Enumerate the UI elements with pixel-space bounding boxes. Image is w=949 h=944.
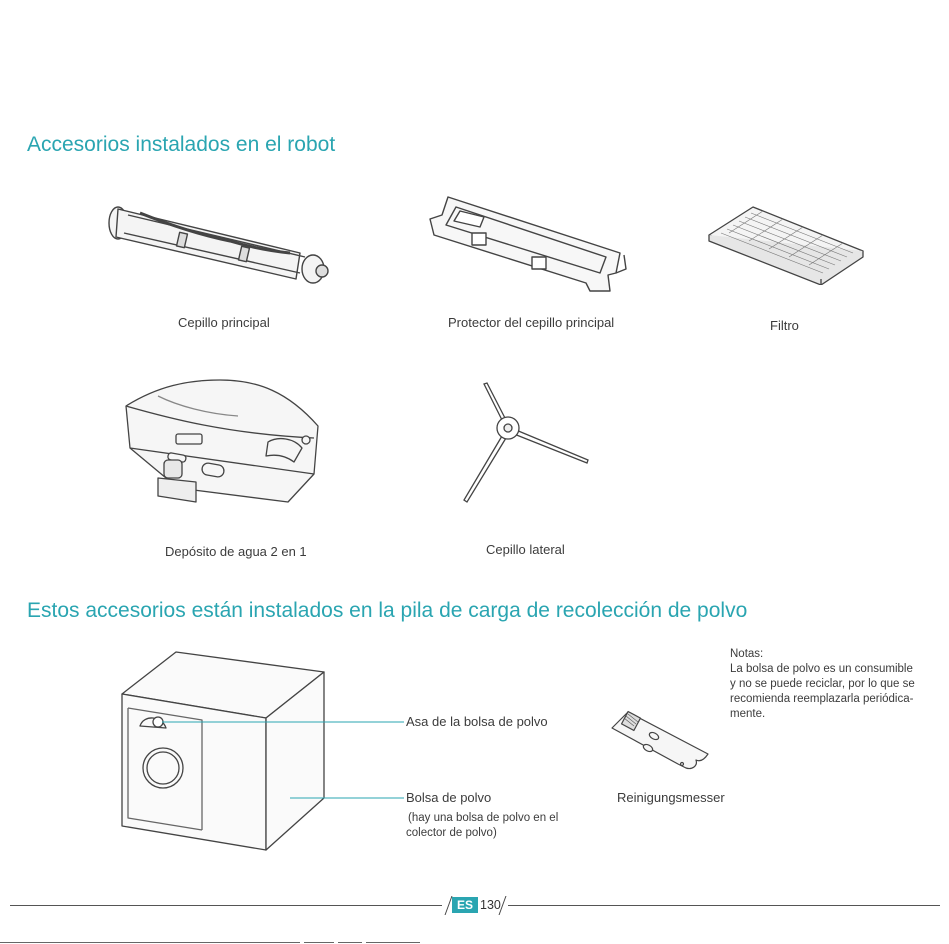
filter-icon [705, 205, 865, 285]
notes-line-2: y no se puede reciclar, por lo que se [730, 678, 915, 690]
side-brush-icon [458, 380, 593, 505]
notes-line-1: La bolsa de polvo es un consumible [730, 663, 913, 675]
language-badge: ES [452, 897, 478, 913]
section-title-robot-accessories: Accesorios instalados en el robot [27, 133, 336, 156]
notes-line-4: mente. [730, 708, 766, 720]
caption-water-tank: Depósito de agua 2 en 1 [165, 544, 307, 559]
page-number [446, 896, 506, 914]
callout-dust-bag-handle: Asa de la bolsa de polvo [406, 714, 548, 729]
callout-dust-bag: Bolsa de polvo [406, 790, 492, 805]
water-tank-icon [118, 378, 323, 513]
caption-cleaning-tool: Reinigungsmesser [617, 790, 725, 805]
notes-line-3: recomienda reemplazarla periódica- [730, 693, 914, 705]
notes-heading: Notas: [730, 648, 764, 660]
caption-brush-guard: Protector del cepillo principal [448, 315, 615, 330]
cleaning-tool-icon [608, 708, 720, 776]
main-brush-icon [100, 195, 335, 295]
brush-guard-icon [420, 195, 635, 300]
caption-main-brush: Cepillo principal [178, 315, 270, 330]
caption-side-brush: Cepillo lateral [486, 542, 565, 557]
section-title-dock-accessories: Estos accesorios están instalados en la pila de carga de recolección de polvo [27, 599, 748, 622]
footer-rule-right [508, 905, 940, 906]
page-number-value: 130 [480, 898, 501, 912]
callout-dust-bag-note-line1: (hay una bolsa de polvo en el [408, 812, 559, 824]
footer-rule-left [10, 905, 442, 906]
callout-dust-bag-note-line2: colector de polvo) [406, 827, 497, 839]
caption-filter: Filtro [770, 318, 799, 333]
dust-collector-dock-icon [118, 648, 408, 853]
